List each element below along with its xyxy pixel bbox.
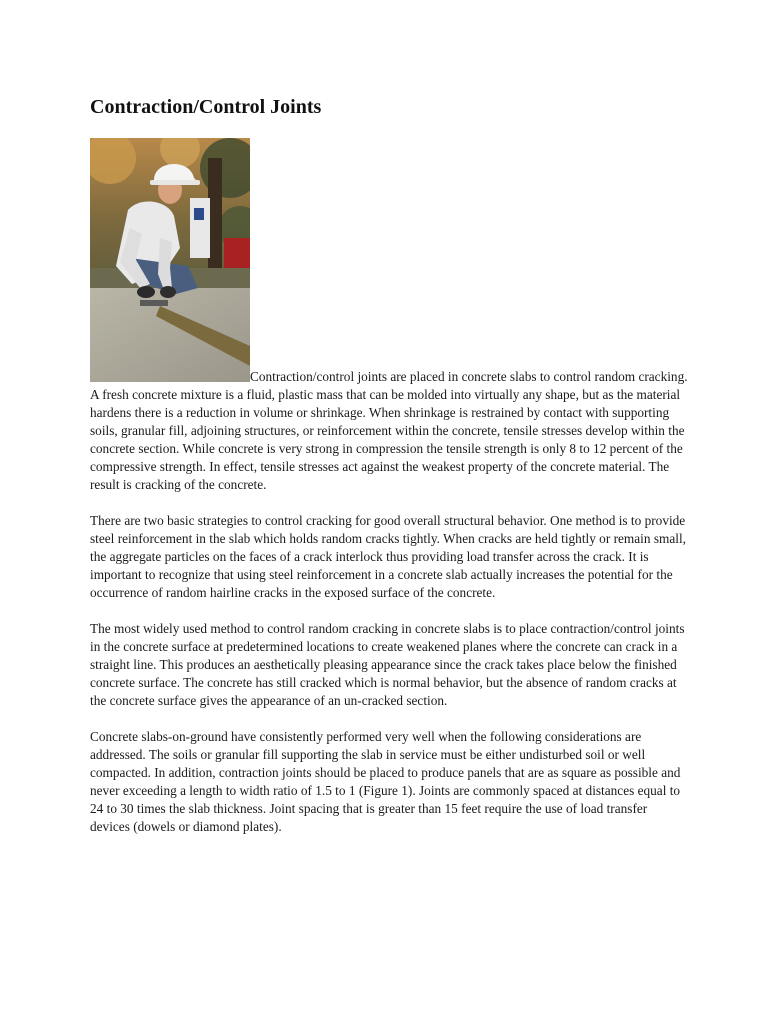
page-title: Contraction/Control Joints bbox=[90, 96, 322, 118]
photo-text-wrap-spacer bbox=[90, 368, 250, 382]
paragraph-3: The most widely used method to control random cracking in concrete slabs is to place contraction/control joints in the concrete surface at predetermined locations to create weakened planes where the concrete can crack in a straight line. This produces an aesthetically pleasing appearance since the crack takes place below the finished concrete surface. The concrete has still cracked which is normal behavior, but the absence of random cracks at the concrete surface gives the appearance of an un-cracked section. bbox=[90, 621, 685, 708]
paragraph-2: There are two basic strategies to control cracking for good overall structural behavior. One method is to provide steel reinforcement in the slab which holds random cracks tightly. When cracks are held tightly or remain small, the aggregate particles on the faces of a crack interlock thus providing load transfer across the crack. It is important to recognize that using steel reinforcement in a concrete slab actually increases the potential for the occurrence of random hairline cracks in the exposed surface of the concrete. bbox=[90, 513, 686, 600]
paragraph-4: Concrete slabs-on-ground have consistently performed very well when the following considerations are addressed. The soils or granular fill supporting the slab in service must be either undisturbed soil or well compacted. In addition, contraction joints should be placed to produce panels that are as square as possible and never exceeding a length to width ratio of 1.5 to 1 (Figure 1). Joints are commonly spaced at distances equal to 24 to 30 times the slab thickness. Joint spacing that is greater than 15 feet require the use of load transfer devices (dowels or diamond plates). bbox=[90, 729, 681, 834]
paragraph-1-text: Contraction/control joints are placed in concrete slabs to control random cracking. A fresh concrete mixture is a fluid, plastic mass that can be molded into virtually any shape, but as the material hardens there is a reduction in volume or shrinkage. When shrinkage is restrained by contact with supporting soils, granular fill, adjoining structures, or reinforcement within the concrete, tensile stresses develop within the concrete section. While concrete is very strong in compression the tensile strength is only 8 to 12 percent of the compressive strength. In effect, tensile stresses act against the weakest property of the concrete material. The result is cracking of the concrete. bbox=[90, 369, 688, 492]
body-text bbox=[90, 368, 688, 854]
worker-cutting-control-joint-photo bbox=[90, 138, 250, 382]
paragraph-1 bbox=[90, 368, 688, 494]
